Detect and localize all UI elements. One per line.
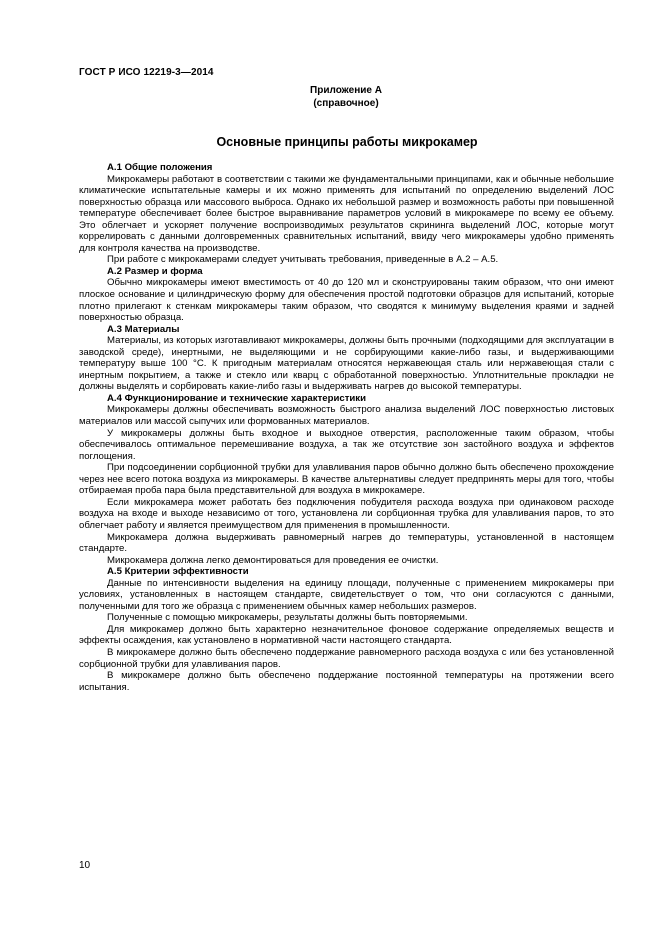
paragraph: Для микрокамер должно быть характерно незначительное фоновое содержание определяемых веществ и эффекты осаждения, как установлено в нормативной части настоящего стандарта.: [79, 623, 614, 647]
section-a3: [79, 324, 614, 393]
paragraph: У микрокамеры должны быть входное и выходное отверстия, расположенные таким образом, чтобы обеспечивалось оптимальное перемешивание воздуха, а так же отсутствие зон застойного воздуха и эффектов поглощения.: [79, 427, 614, 462]
paragraph: Обычно микрокамеры имеют вместимость от 40 до 120 мл и сконструированы таким образом, что они имеют плоское основание и цилиндрическую форму для обеспечения простой подготовки образцов для испытаний, которые плотно прилегают к стенкам микрокамеры таким образом, что сводятся к минимуму выделения краями и задней поверхностью образца.: [79, 277, 614, 324]
section-heading: А.3 Материалы: [107, 323, 180, 335]
paragraph: Если микрокамера может работать без подключения побудителя расхода воздуха при одинаковом расходе воздуха на входе и выходе независимо от того, установлена ли сорбционная трубка для улавливания паров, то это облегчает работу и является преимуществом для применения в промышленности.: [79, 496, 614, 531]
section-heading: А.4 Функционирование и технические характеристики: [107, 392, 366, 404]
annex-title: Приложение А: [310, 85, 382, 96]
page-number: 10: [79, 860, 91, 871]
document-body: [79, 162, 614, 693]
section-a4: [79, 393, 614, 566]
paragraph: При подсоединении сорбционной трубки для улавливания паров обычно должно быть обеспечено прохождение через нее всего потока воздуха из микрокамеры. В качестве альтернативы следует предпринять меры для того, чтобы отбираемая проба пара была представительной для воздуха в микрокамере.: [79, 462, 614, 497]
section-a2: [79, 266, 614, 324]
standard-designation: ГОСТ Р ИСО 12219-3—2014: [79, 67, 214, 78]
section-heading: А.1 Общие положения: [107, 162, 213, 173]
section-a1: [79, 162, 614, 266]
paragraph: При работе с микрокамерами следует учитывать требования, приведенные в А.2 – А.5.: [107, 254, 499, 266]
paragraph: Данные по интенсивности выделения на единицу площади, полученные с применением микрокамеры при условиях, установленных в настоящем стандарте, свидетельствует о том, что они согласуются с данными, полученными для того же образца с применением обычных камер небольших размеров.: [79, 577, 614, 612]
paragraph: В микрокамере должно быть обеспечено поддержание постоянной температуры на протяжении всего испытания.: [79, 670, 614, 693]
section-heading: А.5 Критерии эффективности: [107, 566, 249, 578]
paragraph: Материалы, из которых изготавливают микрокамеры, должны быть прочными (подходящими для эксплуатации в заводской среде), инертными, не выделяющими и не сорбирующими какие-либо газы, и выдерживающими температуру выше 100 °С. К пригодным материалам относятся нержавеющая сталь или нержавеющая стали с инертным покрытием, а также и стекло или кварц с обработанной поверхностью. Уплотнительные прокладки не должны выделять и сорбировать какие-либо газы и выдерживать нагрев до высокой температуры.: [79, 335, 614, 393]
paragraph: Микрокамеры работают в соответствии с такими же фундаментальными принципами, как и обычные небольшие климатические испытательные камеры и их можно применять для испытаний по определению выделений ЛОС поверхностью образца или массового выброса. Однако их небольшой размер и возможность работы при повышенной температуре обеспечивает более быстрое выравнивание параметров условий в микрокамере по всему ее объему. Это облегчает и ускоряет получение воспроизводимых результатов скрининга выделений ЛОС, которые могут коррелировать с данными долговременных сравнительных испытаний, ввиду чего микрокамеры удобно применять для контроля качества на производстве.: [79, 173, 614, 254]
section-a5: [79, 566, 614, 693]
annex-subtitle: (справочное): [313, 98, 379, 109]
paragraph: В микрокамере должно быть обеспечено поддержание равномерного расхода воздуха с или без установленной сорбционной трубки для улавливания паров.: [79, 646, 614, 670]
document-title: Основные принципы работы микрокамер: [216, 135, 478, 149]
paragraph: Микрокамера должна выдерживать равномерный нагрев до температуры, установленной в настоящем стандарте.: [79, 531, 614, 555]
section-heading: А.2 Размер и форма: [107, 265, 203, 277]
paragraph: Полученные с помощью микрокамеры, результаты должны быть повторяемыми.: [107, 612, 468, 624]
paragraph: Микрокамера должна легко демонтироваться для проведения ее очистки.: [107, 554, 439, 566]
paragraph: Микрокамеры должны обеспечивать возможность быстрого анализа выделений ЛОС поверхностью листовых материалов или массой сыпучих или формованных материалов.: [79, 404, 614, 428]
